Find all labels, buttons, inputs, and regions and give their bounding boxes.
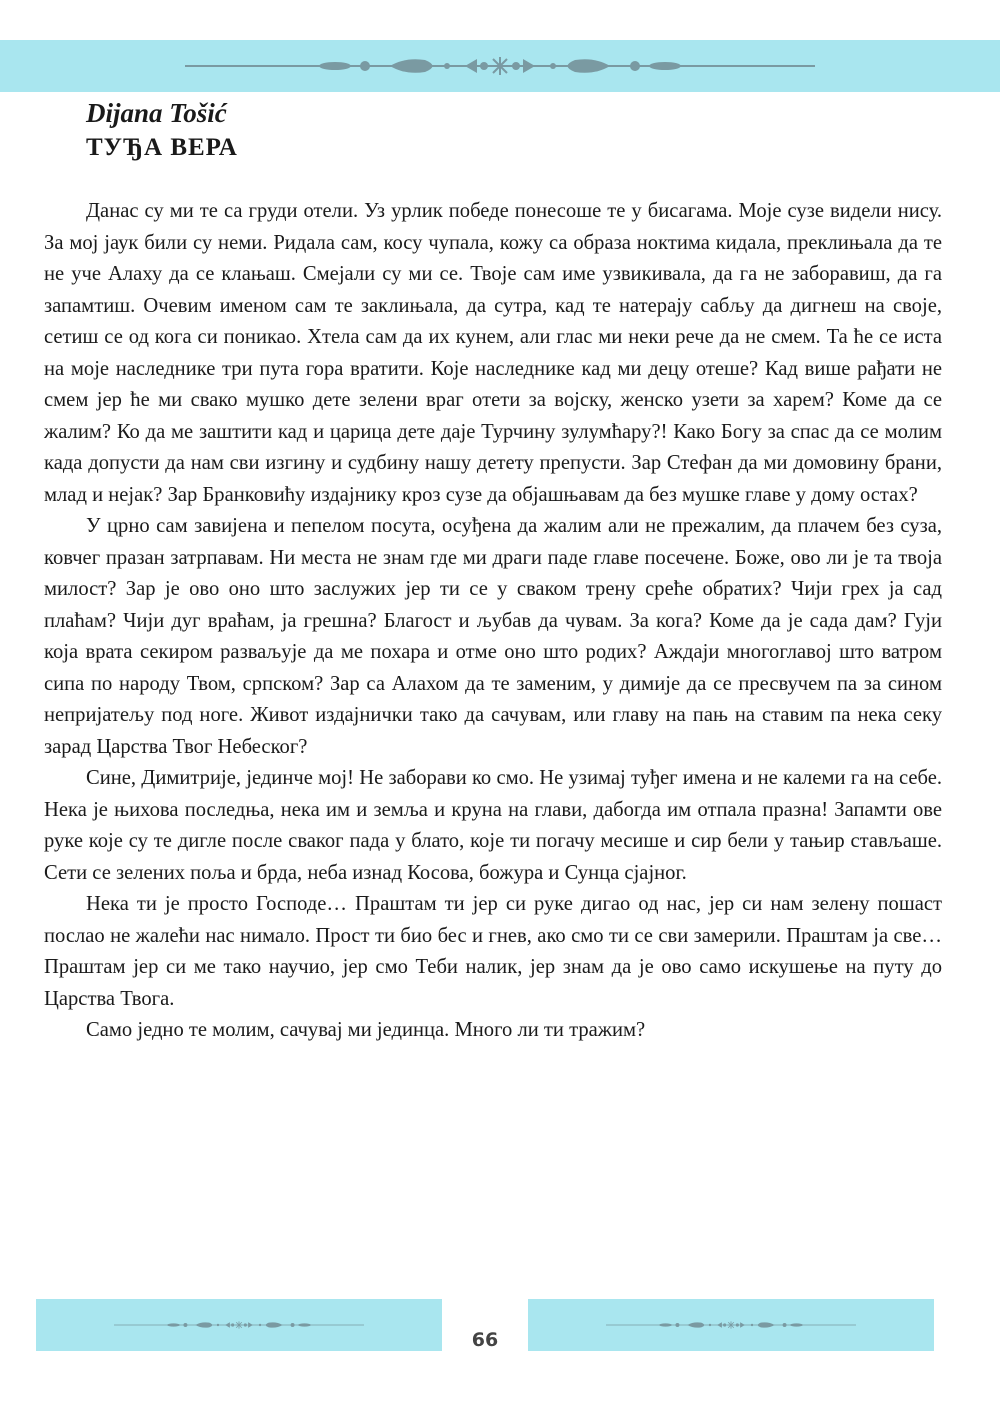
ornamental-divider-icon: [185, 56, 815, 76]
paragraph: Сине, Димитрије, јединче мој! Не заборави ко смо. Не узимај туђег имена и не калеми га на себе. Нека је њихова последња, нека им и земља и круна на глави, дабогда им отпала празна! Запамти ове руке које су те дигле после сваког пада у блато, које ти погачу месише и сир бели у тањир стављаше. Сети се зелених поља и брда, неба изнад Косова, божура и Сунца сјајног.: [44, 767, 942, 884]
paragraph: Данас су ми те са груди отели. Уз урлик победе понесоше те у бисагама. Моје сузе видели нису. За мој јаук били су неми. Ридала сам, косу чупала, кожу са образа ноктима кидала, преклињала да те не уче Алаху да се клањаш. Смејали су ми се. Твоје сам име узвикивала, да га не заборавиш, да га запамтиш. Очевим именом сам те заклињала, да сутра, кад те натерају сабљу да дигнеш на своје, сетиш се од кога си поникао. Хтела сам да их кунем, али глас ми неки рече да не смем. Та ће се иста на моје наследнике три пута гора вратити. Које наследнике кад ми децу отеше? Кад више рађати не смем јер ће ми свако мушко дете зелени враг отети за војску, женско узети за харем? Коме да се жалим? Ко да ме заштити кад и царица дете даје Турчину зулумћару?! Како Богу за спас да се молим када допусти да нам сви изгину и судбину нашу детету препусти. Зар Стефан да ми домовину брани, млад и нејак? Зар Бранковићу издајнику кроз сузе да објашњавам да без мушке главе у дому остах?: [44, 200, 942, 506]
bottom-left-decorative-band: [36, 1299, 442, 1351]
paragraph: Само једно те молим, сачувај ми јединца. Много ли ти тражим?: [86, 1019, 646, 1041]
author-name: Dijana Tošić: [86, 98, 227, 128]
paragraph: У црно сам завијена и пепелом посута, осуђена да жалим али не прежалим, да плачем без суза, ковчег празан затрпавам. Ни места не знам где ми драги паде главе посечене. Боже, ово ли је та твоја милост? Зар је ово оно што заслужих јер ти се у сваком трену среће обратих? Чији грех ја сад плаћам? Чији дуг враћам, ја грешна? Благост и љубав да чувам. За кога? Коме да је сада дам? Гуји која врата секиром разваљује да ме похара и отме оно што родих? Аждаји многоглавој што ватром сипа по народу Твом, српском? Зар са Алахом да те заменим, у димије да се пресвучем па за сином непријатељу под ноге. Живот издајнички тако да сачувам, или главу на пањ на ставим па нека секу зарад Царства Твог Небеског?: [44, 515, 942, 758]
ornamental-divider-icon: [114, 1318, 364, 1332]
bottom-right-decorative-band: [528, 1299, 934, 1351]
top-decorative-band: [0, 40, 1000, 92]
ornamental-divider-icon: [606, 1318, 856, 1332]
page-number: 66: [471, 1329, 499, 1351]
story-body: [44, 196, 942, 1047]
story-title: ТУЂА ВЕРА: [86, 134, 238, 161]
paragraph: Нека ти је просто Господе… Праштам ти јер си руке дигао од нас, јер си нам зелену пошаст послао не жалећи нас нимало. Прост ти био бес и гнев, ако смо ти се сви замерили. Праштам ја све… Праштам јер си ме тако научио, јер смо Теби налик, јер знам да је ово само искушење на путу до Царства Твога.: [44, 893, 942, 1010]
